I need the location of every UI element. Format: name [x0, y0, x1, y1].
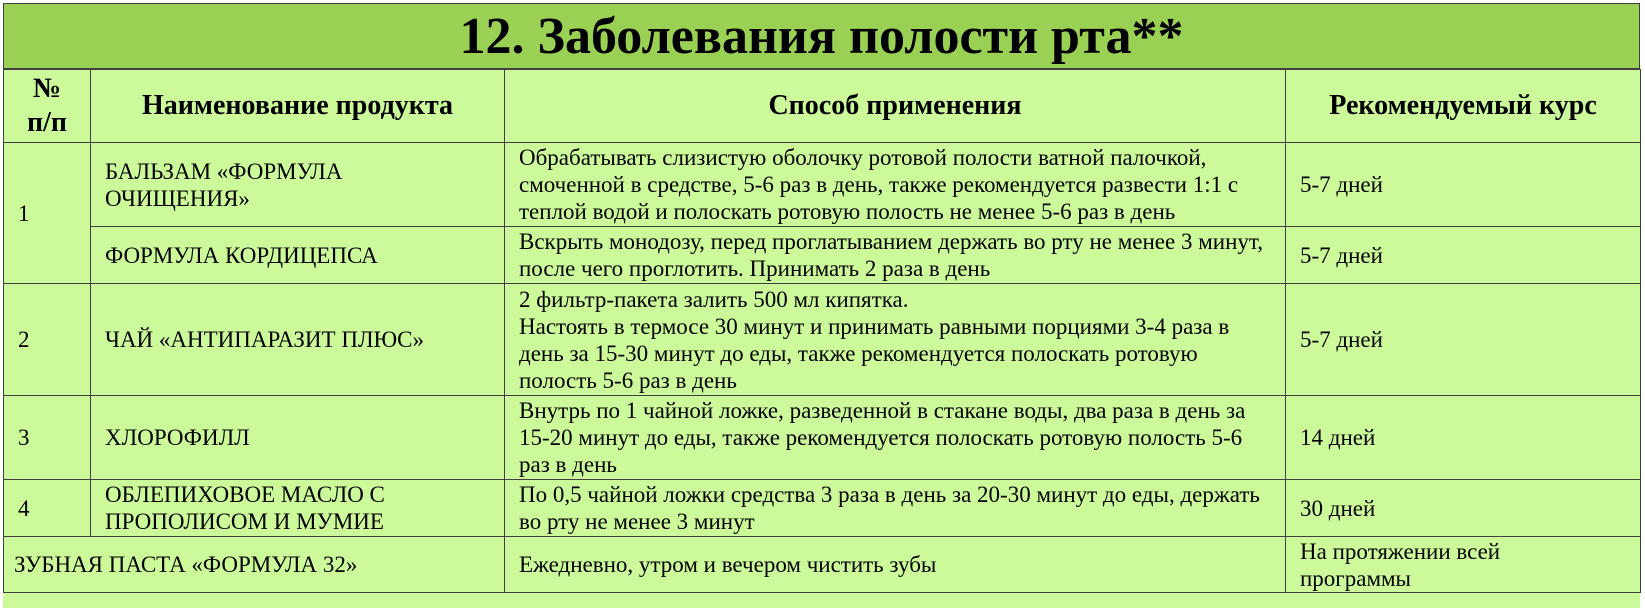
method-text: Внутрь по 1 чайной ложке, разведенной в стакане воды, два раза в день за 15-20 минут до еды, также рекомендуется полоскать ротовую полость 5-6 раз в день — [505, 396, 1286, 480]
method-line: Настоять в термосе 30 минут и принимать равными порциями 3-4 раза в день за 15-30 минут до еды, также рекомендуется полоскать ротовую полость 5-6 раз в день — [519, 313, 1230, 393]
row-number: 2 — [4, 284, 91, 396]
table-row — [4, 480, 1641, 537]
product-name: ЗУБНАЯ ПАСТА «ФОРМУЛА 32» — [4, 537, 505, 593]
course-value: На протяжении всей программы — [1286, 537, 1641, 593]
document-sheet — [3, 3, 1640, 608]
method-text: По 0,5 чайной ложки средства 3 раза в день за 20-30 минут до еды, держать во рту не менее 3 минут — [505, 480, 1286, 537]
method-text — [505, 284, 1286, 396]
table-row — [4, 396, 1641, 480]
course-value: 5-7 дней — [1286, 227, 1641, 284]
products-table — [3, 69, 1641, 593]
table-row — [4, 537, 1641, 593]
course-value: 14 дней — [1286, 396, 1641, 480]
product-name: ЧАЙ «АНТИПАРАЗИТ ПЛЮС» — [91, 284, 505, 396]
row-number: 4 — [4, 480, 91, 537]
product-name: ХЛОРОФИЛЛ — [91, 396, 505, 480]
row-number: 1 — [4, 143, 91, 284]
page-title: 12. Заболевания полости рта** — [3, 3, 1640, 69]
header-course: Рекомендуемый курс — [1286, 70, 1641, 143]
header-num: № п/п — [4, 70, 91, 143]
course-value: 30 дней — [1286, 480, 1641, 537]
product-name: БАЛЬЗАМ «ФОРМУЛА ОЧИЩЕНИЯ» — [91, 143, 505, 227]
row-number: 3 — [4, 396, 91, 480]
course-value: 5-7 дней — [1286, 284, 1641, 396]
product-name: ОБЛЕПИХОВОЕ МАСЛО С ПРОПОЛИСОМ И МУМИЕ — [91, 480, 505, 537]
method-text: Обрабатывать слизистую оболочку ротовой полости ватной палочкой, смоченной в средстве, 5-6 раз в день, также рекомендуется развести 1:1 с теплой водой и полоскать ротовую полость не менее 5-6 раз в день — [505, 143, 1286, 227]
table-row — [4, 143, 1641, 227]
header-row — [4, 70, 1641, 143]
method-text: Ежедневно, утром и вечером чистить зубы — [505, 537, 1286, 593]
table-row — [4, 284, 1641, 396]
table-row — [4, 227, 1641, 284]
course-value: 5-7 дней — [1286, 143, 1641, 227]
header-product: Наименование продукта — [91, 70, 505, 143]
header-method: Способ применения — [505, 70, 1286, 143]
method-line: 2 фильтр-пакета залить 500 мл кипятка. — [519, 286, 909, 312]
product-name: ФОРМУЛА КОРДИЦЕПСА — [91, 227, 505, 284]
method-text: Вскрыть монодозу, перед проглатыванием держать во рту не менее 3 минут, после чего проглотить. Принимать 2 раза в день — [505, 227, 1286, 284]
